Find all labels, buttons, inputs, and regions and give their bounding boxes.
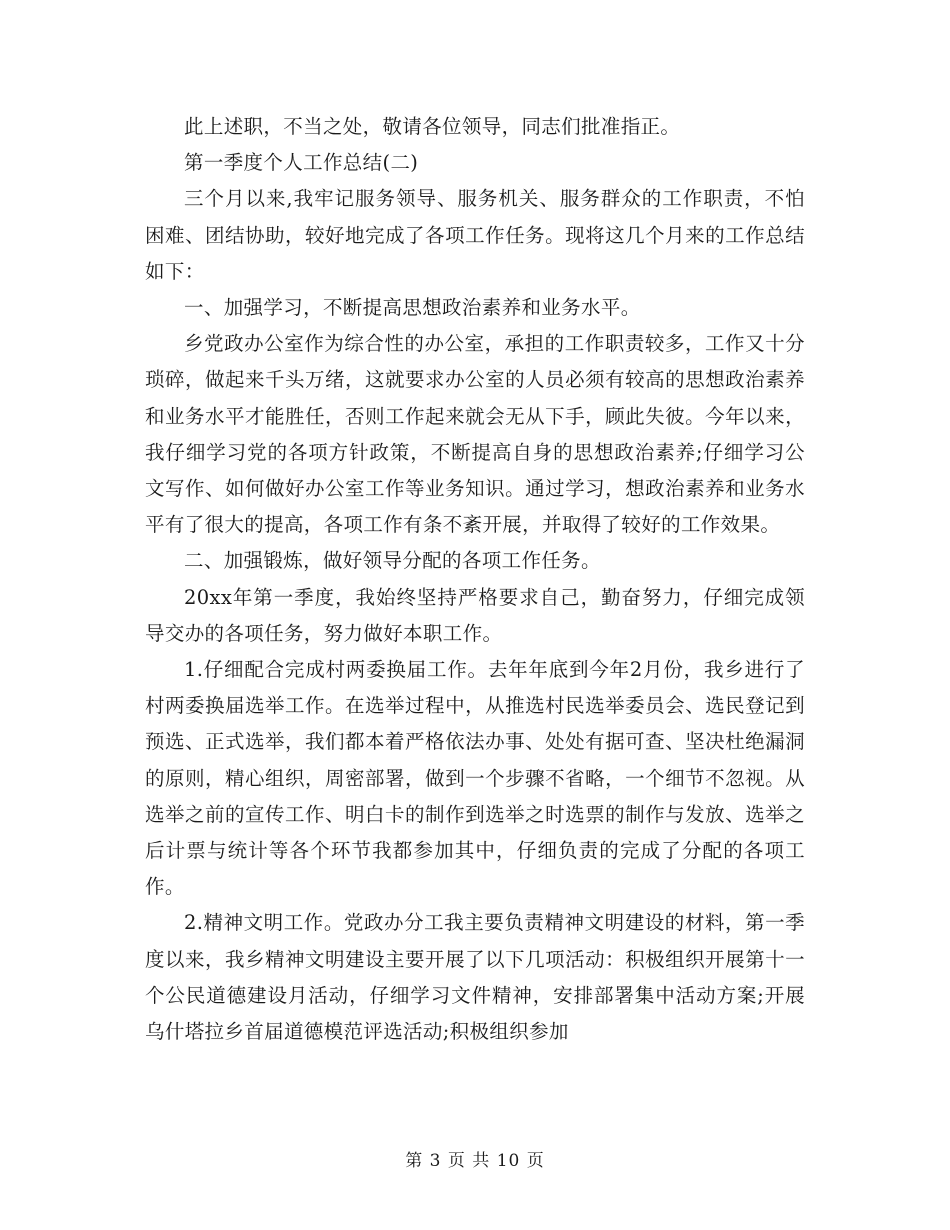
paragraph-civilization-work: 2.精神文明工作。党政办分工我主要负责精神文明建设的材料，第一季度以来，我乡精神文明建设主要开展了以下几项活动：积极组织开展第十一个公民道德建设月活动，仔细学习文件精神，安排部署集中活动方案;开展乌什塔拉乡首届道德模范评选活动;积极组织参加 xyxy=(145,911,805,1044)
paragraph-closing-remark: 此上述职，不当之处，敬请各位领导，同志们批准指正。 xyxy=(184,115,681,138)
section-title: 第一季度个人工作总结(二) xyxy=(184,151,419,175)
paragraph-election-work: 1.仔细配合完成村两委换届工作。去年年底到今年2月份，我乡进行了村两委换届选举工作。在选举过程中，从推选村民选举委员会、选民登记到预选、正式选举，我们都本着严格依法办事、处处有据可查、坚决杜绝漏洞的原则，精心组织，周密部署，做到一个步骤不省略，一个细节不忽视。从选举之前的宣传工作、明白卡的制作到选举之时选票的制作与发放、选举之后计票与统计等各个环节我都参加其中，仔细负责的完成了分配的各项工作。 xyxy=(145,658,805,899)
heading-training: 二、加强锻炼，做好领导分配的各项工作任务。 xyxy=(184,549,601,573)
paragraph-first-quarter: 20xx年第一季度，我始终坚持严格要求自己，勤奋努力，仔细完成领导交办的各项任务，努力做好本职工作。 xyxy=(145,585,805,645)
paragraph-study: 乡党政办公室作为综合性的办公室，承担的工作职责较多，工作又十分琐碎，做起来千头万绪，这就要求办公室的人员必须有较高的思想政治素养和业务水平才能胜任，否则工作起来就会无从下手，顾此失彼。今年以来，我仔细学习党的各项方针政策，不断提高自身的思想政治素养;仔细学习公文写作、如何做好办公室工作等业务知识。通过学习，想政治素养和业务水平有了很大的提高，各项工作有条不紊开展，并取得了较好的工作效果。 xyxy=(145,332,805,537)
heading-study: 一、加强学习，不断提高思想政治素养和业务水平。 xyxy=(184,296,641,320)
document-body xyxy=(145,109,805,1050)
page-number-footer: 第 3 页 共 10 页 xyxy=(405,1151,545,1171)
paragraph-intro: 三个月以来,我牢记服务领导、服务机关、服务群众的工作职责，不怕困难、团结协助，较好地完成了各项工作任务。现将这几个月来的工作总结如下： xyxy=(145,187,805,283)
